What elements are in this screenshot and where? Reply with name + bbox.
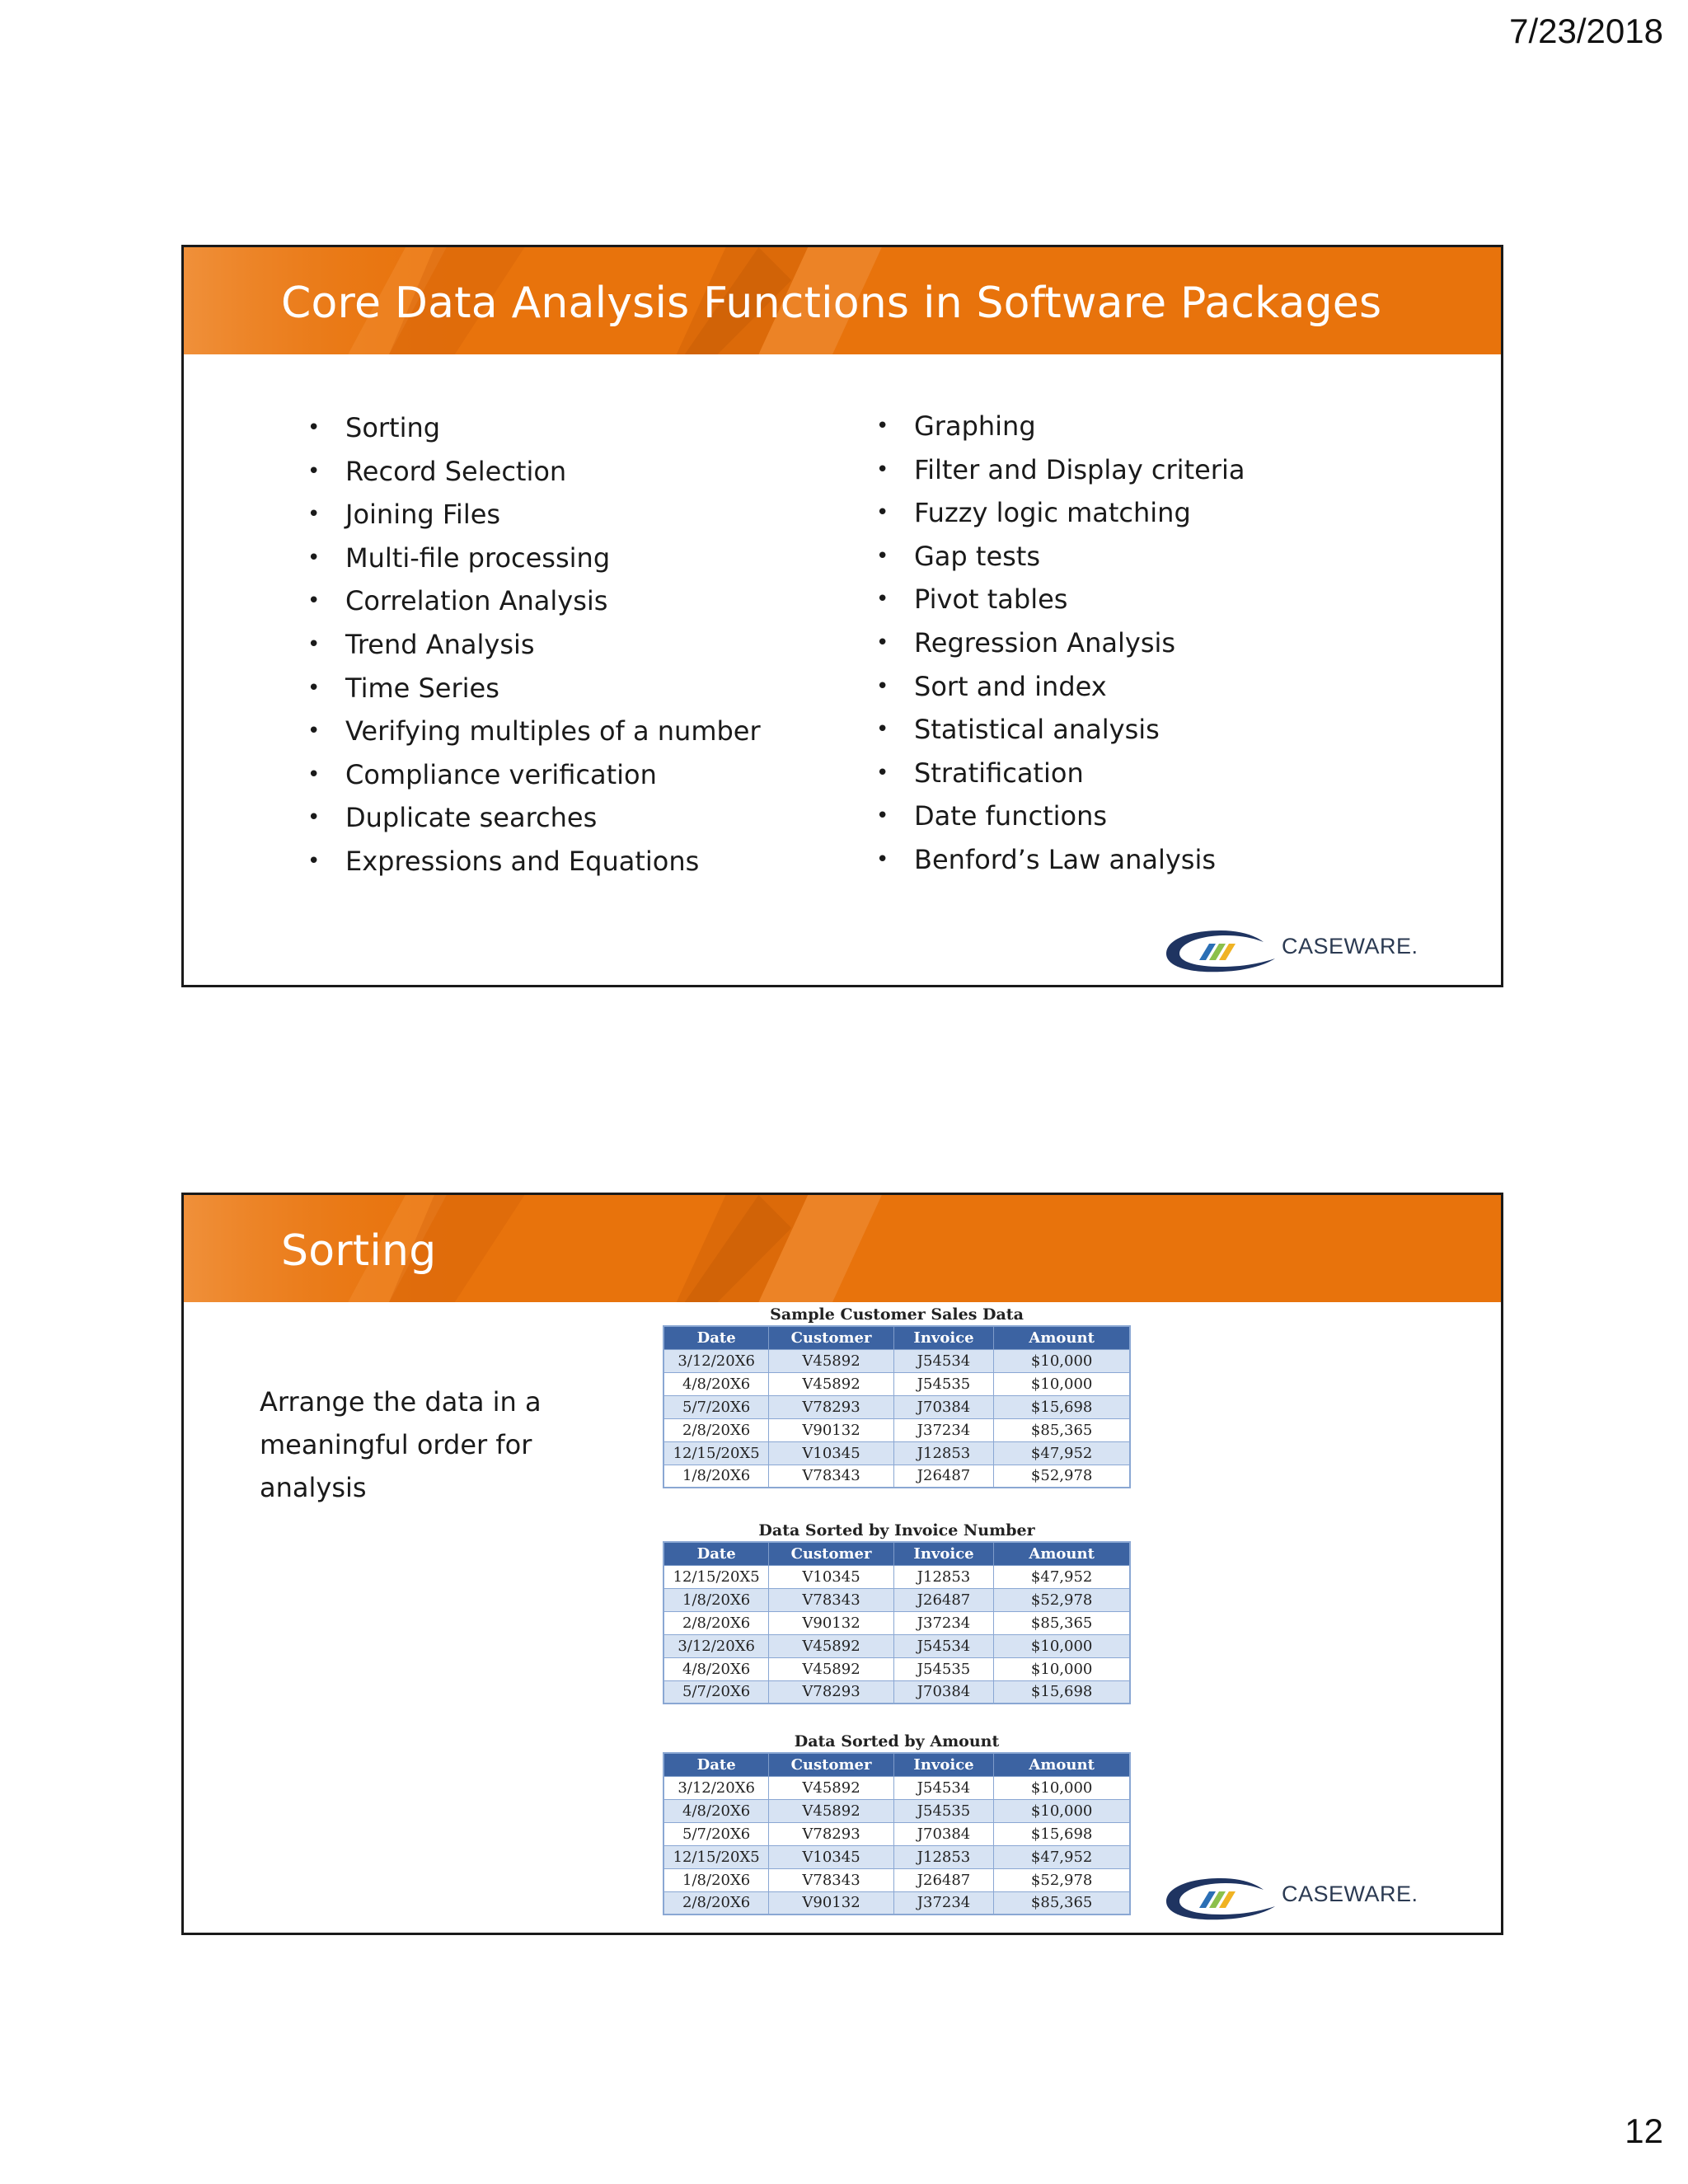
cell-customer: V45892 (769, 1349, 893, 1372)
bullet-item (876, 448, 1245, 492)
caseware-wordmark: CASEWARE. (1282, 934, 1418, 958)
bullet-item (876, 665, 1245, 709)
cell-date: 12/15/20X5 (663, 1845, 769, 1868)
bullet-glyph: • (876, 543, 889, 569)
cell-customer: V45892 (769, 1657, 893, 1680)
title-banner (184, 247, 1501, 354)
sample-sales-table-block (663, 1304, 1131, 1488)
cell-date: 5/7/20X6 (663, 1680, 769, 1704)
bullet-text: Benford’s Law analysis (914, 843, 1217, 875)
cell-customer: V78343 (769, 1868, 893, 1891)
cell-date: 1/8/20X6 (663, 1588, 769, 1611)
sorted-by-amount-table-block (663, 1731, 1131, 1915)
caseware-wordmark: CASEWARE. (1282, 1882, 1418, 1906)
bullet-item (307, 753, 761, 797)
bullet-item (876, 535, 1245, 579)
bullet-text: Date functions (914, 800, 1108, 832)
bullet-item (307, 710, 761, 753)
sorted-by-invoice-table-block (663, 1520, 1131, 1704)
cell-amount: $10,000 (994, 1799, 1130, 1822)
caseware-logo (1163, 1872, 1425, 1926)
table-row (663, 1588, 1130, 1611)
cell-date: 4/8/20X6 (663, 1372, 769, 1395)
cell-date: 2/8/20X6 (663, 1611, 769, 1634)
bullet-glyph: • (876, 457, 889, 482)
bullet-item (876, 621, 1245, 665)
caseware-logo (1163, 924, 1425, 978)
bullet-glyph: • (876, 414, 889, 438)
column-header-invoice: Invoice (893, 1753, 994, 1776)
bullet-glyph: • (307, 762, 321, 787)
table-row (663, 1465, 1130, 1488)
bullet-glyph: • (876, 846, 889, 872)
bullet-text: Record Selection (345, 455, 567, 487)
cell-amount: $10,000 (994, 1657, 1130, 1680)
cell-date: 4/8/20X6 (663, 1799, 769, 1822)
cell-invoice: J12853 (893, 1845, 994, 1868)
bullet-text: Duplicate searches (345, 802, 598, 834)
bullet-item (876, 491, 1245, 535)
cell-date: 2/8/20X6 (663, 1418, 769, 1441)
cell-amount: $15,698 (994, 1680, 1130, 1704)
cell-invoice: J70384 (893, 1680, 994, 1704)
column-header-invoice: Invoice (893, 1542, 994, 1565)
bullet-text: Regression Analysis (914, 626, 1176, 658)
table-row (663, 1845, 1130, 1868)
cell-invoice: J54535 (893, 1657, 994, 1680)
bullet-item (307, 840, 761, 883)
bullet-glyph: • (307, 719, 321, 744)
cell-customer: V10345 (769, 1441, 893, 1465)
bullet-glyph: • (876, 673, 889, 699)
table-row (663, 1349, 1130, 1372)
bullet-glyph: • (876, 804, 889, 829)
slide-title: Sorting (281, 1226, 437, 1276)
bullet-item (307, 450, 761, 494)
bullet-text: Sorting (345, 412, 441, 443)
cell-customer: V90132 (769, 1418, 893, 1441)
caseware-swoosh-icon (1163, 1873, 1277, 1924)
table-row (663, 1395, 1130, 1418)
bullet-item (307, 406, 761, 450)
table-row (663, 1611, 1130, 1634)
column-header-date: Date (663, 1753, 769, 1776)
column-header-amount: Amount (994, 1753, 1130, 1776)
right-bullet-list (876, 405, 1245, 882)
cell-invoice: J26487 (893, 1465, 994, 1488)
column-header-amount: Amount (994, 1326, 1130, 1349)
bullet-item (307, 579, 761, 623)
cell-customer: V45892 (769, 1634, 893, 1657)
table-row (663, 1565, 1130, 1588)
cell-amount: $10,000 (994, 1634, 1130, 1657)
cell-invoice: J37234 (893, 1418, 994, 1441)
table-row (663, 1891, 1130, 1915)
slide-title: Core Data Analysis Functions in Software Packages (281, 279, 1382, 328)
bullet-text: Trend Analysis (345, 628, 535, 660)
bullet-text: Correlation Analysis (345, 585, 608, 617)
table-row (663, 1441, 1130, 1465)
bullet-glyph: • (307, 458, 321, 484)
bullet-item (876, 405, 1245, 448)
bullet-text: Sort and index (914, 670, 1107, 702)
cell-date: 2/8/20X6 (663, 1891, 769, 1915)
cell-date: 3/12/20X6 (663, 1349, 769, 1372)
cell-invoice: J54535 (893, 1372, 994, 1395)
bullet-item (876, 578, 1245, 621)
cell-amount: $15,698 (994, 1822, 1130, 1845)
cell-invoice: J37234 (893, 1611, 994, 1634)
cell-amount: $85,365 (994, 1418, 1130, 1441)
cell-invoice: J54534 (893, 1349, 994, 1372)
bullet-item (307, 623, 761, 667)
cell-invoice: J37234 (893, 1891, 994, 1915)
cell-date: 5/7/20X6 (663, 1395, 769, 1418)
bullet-item (876, 794, 1245, 838)
bullet-text: Statistical analysis (914, 714, 1160, 746)
cell-invoice: J26487 (893, 1588, 994, 1611)
column-header-amount: Amount (994, 1542, 1130, 1565)
cell-customer: V90132 (769, 1891, 893, 1915)
page-date: 7/23/2018 (1509, 12, 1663, 50)
bullet-text: Multi-file processing (345, 541, 611, 574)
cell-amount: $52,978 (994, 1465, 1130, 1488)
cell-date: 1/8/20X6 (663, 1465, 769, 1488)
bullet-glyph: • (876, 760, 889, 785)
column-header-date: Date (663, 1542, 769, 1565)
column-header-date: Date (663, 1326, 769, 1349)
cell-amount: $47,952 (994, 1565, 1130, 1588)
cell-date: 12/15/20X5 (663, 1441, 769, 1465)
bullet-item (876, 838, 1245, 882)
caseware-swoosh-icon (1163, 926, 1277, 977)
bullet-item (307, 537, 761, 580)
bullet-text: Expressions and Equations (345, 845, 700, 877)
description-line: meaningful order for analysis (260, 1429, 532, 1503)
bullet-glyph: • (876, 630, 889, 655)
bullet-glyph: • (307, 631, 321, 657)
left-bullet-list (307, 406, 761, 883)
cell-amount: $85,365 (994, 1611, 1130, 1634)
cell-customer: V78293 (769, 1822, 893, 1845)
bullet-item (307, 796, 761, 840)
cell-customer: V10345 (769, 1845, 893, 1868)
table-row (663, 1680, 1130, 1704)
cell-customer: V78343 (769, 1588, 893, 1611)
cell-date: 12/15/20X5 (663, 1565, 769, 1588)
slide-core-functions (181, 245, 1503, 987)
bullet-glyph: • (307, 502, 321, 527)
cell-amount: $85,365 (994, 1891, 1130, 1915)
cell-customer: V78343 (769, 1465, 893, 1488)
bullet-item (876, 752, 1245, 795)
cell-invoice: J54534 (893, 1634, 994, 1657)
bullet-text: Compliance verification (345, 758, 657, 790)
column-header-customer: Customer (769, 1542, 893, 1565)
bullet-text: Joining Files (345, 499, 501, 531)
cell-customer: V90132 (769, 1611, 893, 1634)
bullet-glyph: • (307, 415, 321, 440)
sample-sales-table (663, 1325, 1131, 1488)
table-row (663, 1822, 1130, 1845)
column-header-customer: Customer (769, 1326, 893, 1349)
bullet-glyph: • (876, 587, 889, 612)
description-line: Arrange the data in a (260, 1386, 542, 1418)
table-row (663, 1418, 1130, 1441)
bullet-glyph: • (307, 805, 321, 831)
cell-invoice: J12853 (893, 1565, 994, 1588)
bullet-text: Time Series (345, 672, 499, 704)
cell-invoice: J26487 (893, 1868, 994, 1891)
cell-amount: $10,000 (994, 1349, 1130, 1372)
cell-customer: V78293 (769, 1680, 893, 1704)
cell-amount: $47,952 (994, 1441, 1130, 1465)
table-caption: Sample Customer Sales Data (770, 1305, 1024, 1324)
page-number: 12 (1625, 2111, 1663, 2150)
column-header-customer: Customer (769, 1753, 893, 1776)
cell-amount: $15,698 (994, 1395, 1130, 1418)
cell-date: 1/8/20X6 (663, 1868, 769, 1891)
bullet-item (876, 708, 1245, 752)
table-row (663, 1657, 1130, 1680)
cell-invoice: J70384 (893, 1395, 994, 1418)
bullet-glyph: • (307, 848, 321, 874)
sorted-by-invoice-table (663, 1541, 1131, 1704)
cell-customer: V45892 (769, 1776, 893, 1799)
slide-sorting (181, 1193, 1503, 1935)
bullet-glyph: • (307, 545, 321, 570)
table-row (663, 1634, 1130, 1657)
cell-customer: V45892 (769, 1799, 893, 1822)
table-row (663, 1799, 1130, 1822)
cell-date: 3/12/20X6 (663, 1776, 769, 1799)
column-header-invoice: Invoice (893, 1326, 994, 1349)
table-row (663, 1868, 1130, 1891)
bullet-text: Gap tests (914, 540, 1041, 572)
sorting-description (260, 1380, 622, 1509)
bullet-text: Pivot tables (914, 583, 1068, 616)
cell-date: 3/12/20X6 (663, 1634, 769, 1657)
table-row (663, 1372, 1130, 1395)
bullet-item (307, 493, 761, 537)
table-caption: Data Sorted by Amount (794, 1732, 1000, 1750)
cell-customer: V45892 (769, 1372, 893, 1395)
bullet-text: Filter and Display criteria (914, 453, 1245, 485)
title-banner (184, 1195, 1501, 1302)
bullet-glyph: • (876, 717, 889, 743)
cell-date: 4/8/20X6 (663, 1657, 769, 1680)
cell-invoice: J12853 (893, 1441, 994, 1465)
cell-amount: $52,978 (994, 1588, 1130, 1611)
cell-amount: $47,952 (994, 1845, 1130, 1868)
sorted-by-amount-table (663, 1752, 1131, 1915)
bullet-item (307, 667, 761, 710)
table-row (663, 1776, 1130, 1799)
bullet-glyph: • (876, 500, 889, 526)
cell-invoice: J54535 (893, 1799, 994, 1822)
bullet-text: Verifying multiples of a number (345, 715, 761, 748)
bullet-text: Stratification (914, 757, 1084, 789)
bullet-glyph: • (307, 588, 321, 614)
bullet-text: Fuzzy logic matching (914, 497, 1191, 529)
bullet-text: Graphing (914, 410, 1036, 442)
cell-invoice: J70384 (893, 1822, 994, 1845)
cell-amount: $10,000 (994, 1372, 1130, 1395)
cell-date: 5/7/20X6 (663, 1822, 769, 1845)
table-caption: Data Sorted by Invoice Number (758, 1521, 1035, 1540)
cell-amount: $52,978 (994, 1868, 1130, 1891)
cell-invoice: J54534 (893, 1776, 994, 1799)
cell-customer: V10345 (769, 1565, 893, 1588)
cell-amount: $10,000 (994, 1776, 1130, 1799)
cell-customer: V78293 (769, 1395, 893, 1418)
bullet-glyph: • (307, 675, 321, 701)
